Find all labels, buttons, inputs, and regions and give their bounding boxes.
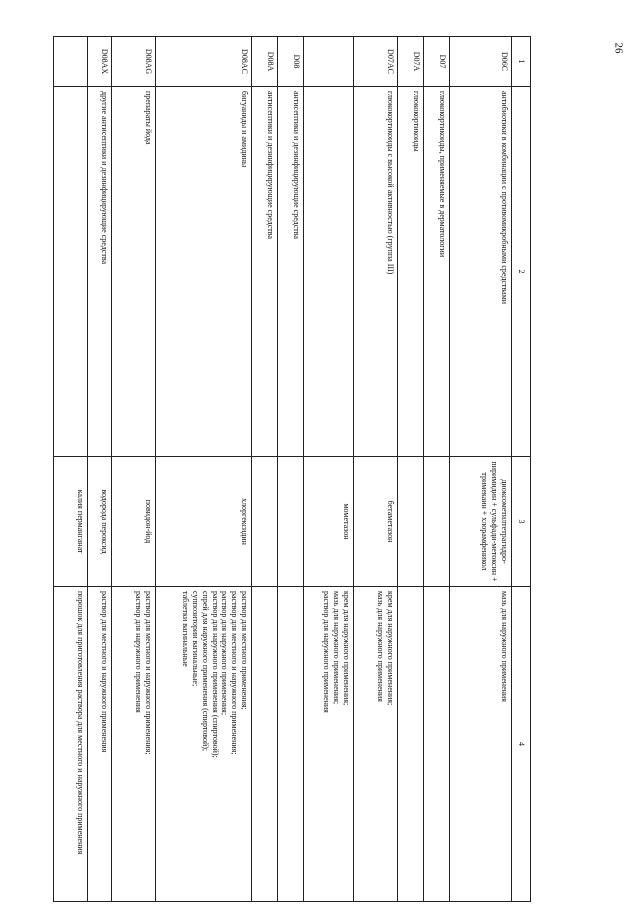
table-row: [398, 37, 424, 902]
dosage-form: раствор для местного применения;: [240, 591, 249, 710]
name-cell: антисептики и дезинфицирующие средства: [252, 87, 278, 457]
dosage-form: суппозитории вагинальные;: [191, 591, 201, 687]
dosage-forms-cell: [354, 587, 398, 902]
code-cell: D07AC: [354, 37, 398, 87]
dosage-forms-cell: [424, 587, 450, 902]
dosage-forms-cell: [156, 587, 252, 902]
table-row: [88, 37, 112, 902]
inn-cell: диоксометилтетрагидро-пиримидин + сульфади-метоксин + тримекаин + хлорамфеникол: [450, 457, 512, 587]
inn-cell: калия перманганат: [54, 457, 88, 587]
dosage-forms-cell: [54, 587, 88, 902]
column-header: 2: [512, 87, 531, 457]
dosage-form: мазь для наружного применения: [500, 591, 509, 702]
inn-cell: хлоргексидин: [156, 457, 252, 587]
dosage-forms-cell: [112, 587, 156, 902]
header-row: [512, 37, 531, 902]
dosage-forms-cell: [398, 587, 424, 902]
inn-cell: повидон-йод: [112, 457, 156, 587]
name-cell: глюкокортикоиды: [398, 87, 424, 457]
table-row: [304, 37, 354, 902]
inn-cell: [252, 457, 278, 587]
name-cell: бигуаниды и амидины: [156, 87, 252, 457]
inn-cell: бетаметазон: [354, 457, 398, 587]
name-cell: глюкокортикоиды с высокой активностью (группа III): [354, 87, 398, 457]
table-body: [54, 37, 512, 902]
column-header: 3: [512, 457, 531, 587]
page-number: 26: [612, 42, 625, 54]
name-cell: [54, 87, 88, 457]
dosage-form: мазь для наружного применения;: [332, 591, 342, 705]
dosage-forms-cell: [252, 587, 278, 902]
dosage-form: таблетки вагинальные: [181, 591, 191, 667]
inn-cell: [398, 457, 424, 587]
inn-cell: [278, 457, 304, 587]
column-header: 4: [512, 587, 531, 902]
table-row: [354, 37, 398, 902]
code-cell: D08AC: [156, 37, 252, 87]
dosage-forms-cell: [304, 587, 354, 902]
dosage-form: крем для наружного применения;: [342, 591, 351, 706]
name-cell: [304, 87, 354, 457]
dosage-form: раствор для местного и наружного применения;: [230, 591, 240, 755]
dosage-forms-cell: [88, 587, 112, 902]
dosage-form: крем для наружного применения;: [386, 591, 395, 706]
table-row: [424, 37, 450, 902]
dosage-form: раствор для наружного применения;: [220, 591, 230, 716]
code-cell: D08AG: [112, 37, 156, 87]
table-row: [54, 37, 88, 902]
dosage-forms-cell: [450, 587, 512, 902]
name-cell: антисептики и дезинфицирующие средства: [278, 87, 304, 457]
inn-cell: водорода пероксид: [88, 457, 112, 587]
code-cell: [304, 37, 354, 87]
dosage-form: раствор для наружного применения: [134, 591, 144, 713]
code-cell: [54, 37, 88, 87]
code-cell: D08: [278, 37, 304, 87]
dosage-form: раствор для наружного применения (спиртовой);: [210, 591, 220, 758]
code-cell: D07: [424, 37, 450, 87]
dosage-form: раствор для наружного применения: [322, 591, 332, 713]
dosage-form: спрей для наружного применения (спиртовой);: [201, 591, 210, 752]
drug-table-frame: [76, 36, 531, 901]
name-cell: препараты йода: [112, 87, 156, 457]
table-row: [252, 37, 278, 902]
name-cell: глюкокортикоиды, применяемые в дерматологии: [424, 87, 450, 457]
dosage-form: порошок для приготовления раствора для местного и наружного применения: [76, 591, 85, 855]
dosage-form: раствор для местного и наружного применения: [100, 591, 109, 753]
dosage-form: раствор для местного и наружного применения;: [144, 591, 153, 755]
table-row: [278, 37, 304, 902]
dosage-forms-cell: [278, 587, 304, 902]
table-row: [450, 37, 512, 902]
code-cell: D06C: [450, 37, 512, 87]
table-rotation-frame: [76, 36, 531, 901]
inn-cell: мометазон: [304, 457, 354, 587]
table-row: [112, 37, 156, 902]
table-row: [156, 37, 252, 902]
inn-cell: [424, 457, 450, 587]
dosage-form: мазь для наружного применения: [376, 591, 386, 702]
drug-table: [53, 36, 531, 902]
column-header: 1: [512, 37, 531, 87]
code-cell: D07A: [398, 37, 424, 87]
name-cell: антибиотики в комбинации с противомикробными средствами: [450, 87, 512, 457]
name-cell: другие антисептики и дезинфицирующие средства: [88, 87, 112, 457]
code-cell: D08A: [252, 37, 278, 87]
code-cell: D08AX: [88, 37, 112, 87]
